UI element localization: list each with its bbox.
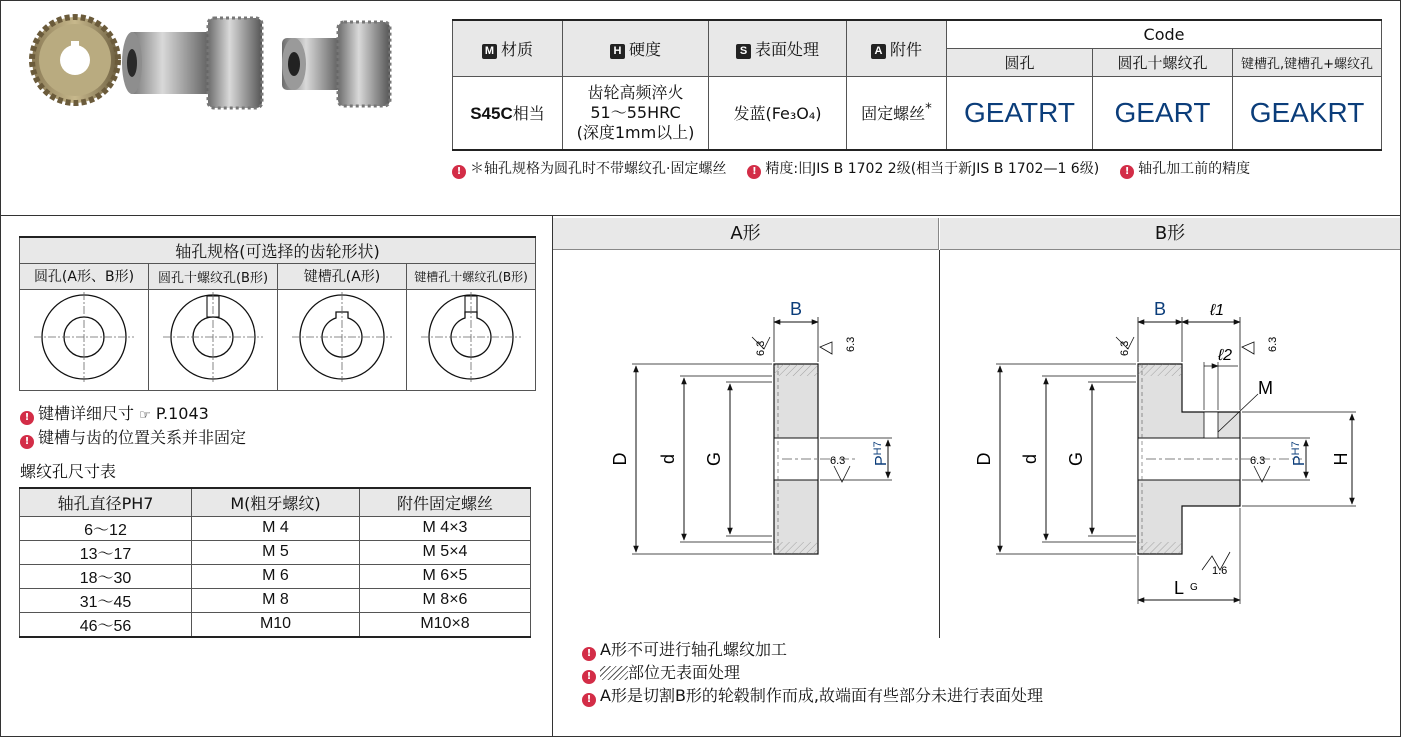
note-icon: ! [1120,165,1134,179]
table-row: 6～12 M 4 M 4×3 [20,516,531,540]
a-label-d-upper: D [610,452,630,466]
drawing-divider [939,250,940,638]
a-roughness-right: 6.3 [845,336,857,352]
surface-cell: 发蓝(Fe₃O₄) [709,76,847,150]
b-type-title: B形 [940,218,1400,250]
b-label-l1: ℓ1 [1210,302,1225,319]
b-label-g-sub: G [1190,582,1198,593]
b-label-l2: ℓ2 [1218,347,1233,364]
bore-col-thread: 圆孔十螺纹孔(B形) [149,263,278,289]
b-label-h: H [1331,452,1351,466]
bottom-notes: ! A形不可进行轴孔螺纹加工 ! 部位无表面处理 ! A形是切割B形的轮毂制作而成,故端面有些部分未进行表面处理 [582,638,1043,707]
b-label-g: G [1066,451,1086,467]
accessory-badge: A [871,44,886,59]
code-subheader-thread: 圆孔十螺纹孔 [1093,48,1233,76]
bore-table [19,236,536,391]
hardness-cell: 齿轮高频淬火 51～55HRC (深度1mm以上) [563,76,709,150]
material-cell: S45C相当 [453,76,563,150]
section-divider [0,215,1401,216]
header-code: Code [947,20,1382,48]
b-roughness-l: 1.6 [1212,565,1228,577]
note-icon: ! [582,693,596,707]
a-roughness-left: 6.3 [755,340,767,356]
a-label-d-lower: d [658,453,678,465]
a-roughness-bore: 6.3 [830,455,846,467]
code-geart[interactable]: GEART [1093,76,1233,150]
header-surface: S 表面处理 [709,20,847,76]
b-roughness-right: 6.3 [1267,336,1279,352]
note-icon: ! [582,670,596,684]
thread-header-bore: 轴孔直径PH7 [20,488,192,516]
b-label-m: M [1258,378,1273,398]
table-row: 18～30 M 6 M 6×5 [20,564,531,588]
b-label-l: L [1174,578,1185,598]
b-label-d-upper: D [974,452,994,466]
bore-round-drawing [20,289,149,390]
b-label-d-lower: d [1020,453,1040,465]
a-label-g: G [704,451,724,467]
code-geakrt[interactable]: GEAKRT [1233,76,1382,150]
a-label-p: $P^{H7}$ [872,441,890,466]
table-row: 31～45 M 8 M 8×6 [20,588,531,612]
bore-key-drawing [278,289,407,390]
surface-badge: S [736,44,751,59]
note-icon: ! [452,165,466,179]
a-type-drawing [556,252,938,592]
note-icon: ! [20,435,34,449]
header-material: M 材质 [453,20,563,76]
bore-col-key: 键槽孔(A形) [278,263,407,289]
table-row: 46～56 M10 M10×8 [20,612,531,637]
header-hardness: H 硬度 [563,20,709,76]
b-roughness-left: 6.3 [1119,340,1131,356]
page-ref-link[interactable]: P.1043 [155,404,209,423]
b-type-drawing [942,252,1398,610]
hardness-badge: H [610,44,625,59]
code-geatrt[interactable]: GEATRT [947,76,1093,150]
note-icon: ! [20,411,34,425]
thread-table [19,487,531,638]
hatch-swatch-icon [600,666,628,680]
b-roughness-bore: 6.3 [1250,455,1266,467]
page-ref-icon: ☞ [139,408,151,423]
material-badge: M [482,44,497,59]
b-label-p: $P^{H7}$ [1290,441,1308,466]
accessory-cell: 固定螺丝* [847,76,947,150]
b-label-b: B [1153,299,1167,319]
left-notes: ! 键槽详细尺寸 ☞ P.1043 ! 键槽与齿的位置关系并非固定 [20,403,246,449]
header-accessory: A 附件 [847,20,947,76]
top-notes: ! ＊轴孔规格为圆孔时不带螺纹孔·固定螺丝 ! 精度:旧JIS B 1702 2级(相当于新JIS B 1702—1 6级) ! 轴孔加工前的精度 [452,158,1250,179]
code-subheader-key: 键槽孔,键槽孔+螺纹孔 [1233,48,1382,76]
bore-col-round: 圆孔(A形、B形) [20,263,149,289]
bore-table-title: 轴孔规格(可选择的齿轮形状) [20,237,536,263]
column-divider [552,215,553,737]
thread-header-screw: 附件固定螺丝 [360,488,531,516]
a-type-title: A形 [553,218,939,250]
bore-col-key-thread: 键槽孔十螺纹孔(B形) [407,263,536,289]
a-label-b: B [789,299,803,319]
bore-key-thread-drawing [407,289,536,390]
note-icon: ! [582,647,596,661]
code-subheader-round: 圆孔 [947,48,1093,76]
bore-thread-drawing [149,289,278,390]
note-icon: ! [747,165,761,179]
thread-header-m: M(粗牙螺纹) [192,488,360,516]
thread-table-caption: 螺纹孔尺寸表 [20,462,117,481]
table-row: 13～17 M 5 M 5×4 [20,540,531,564]
